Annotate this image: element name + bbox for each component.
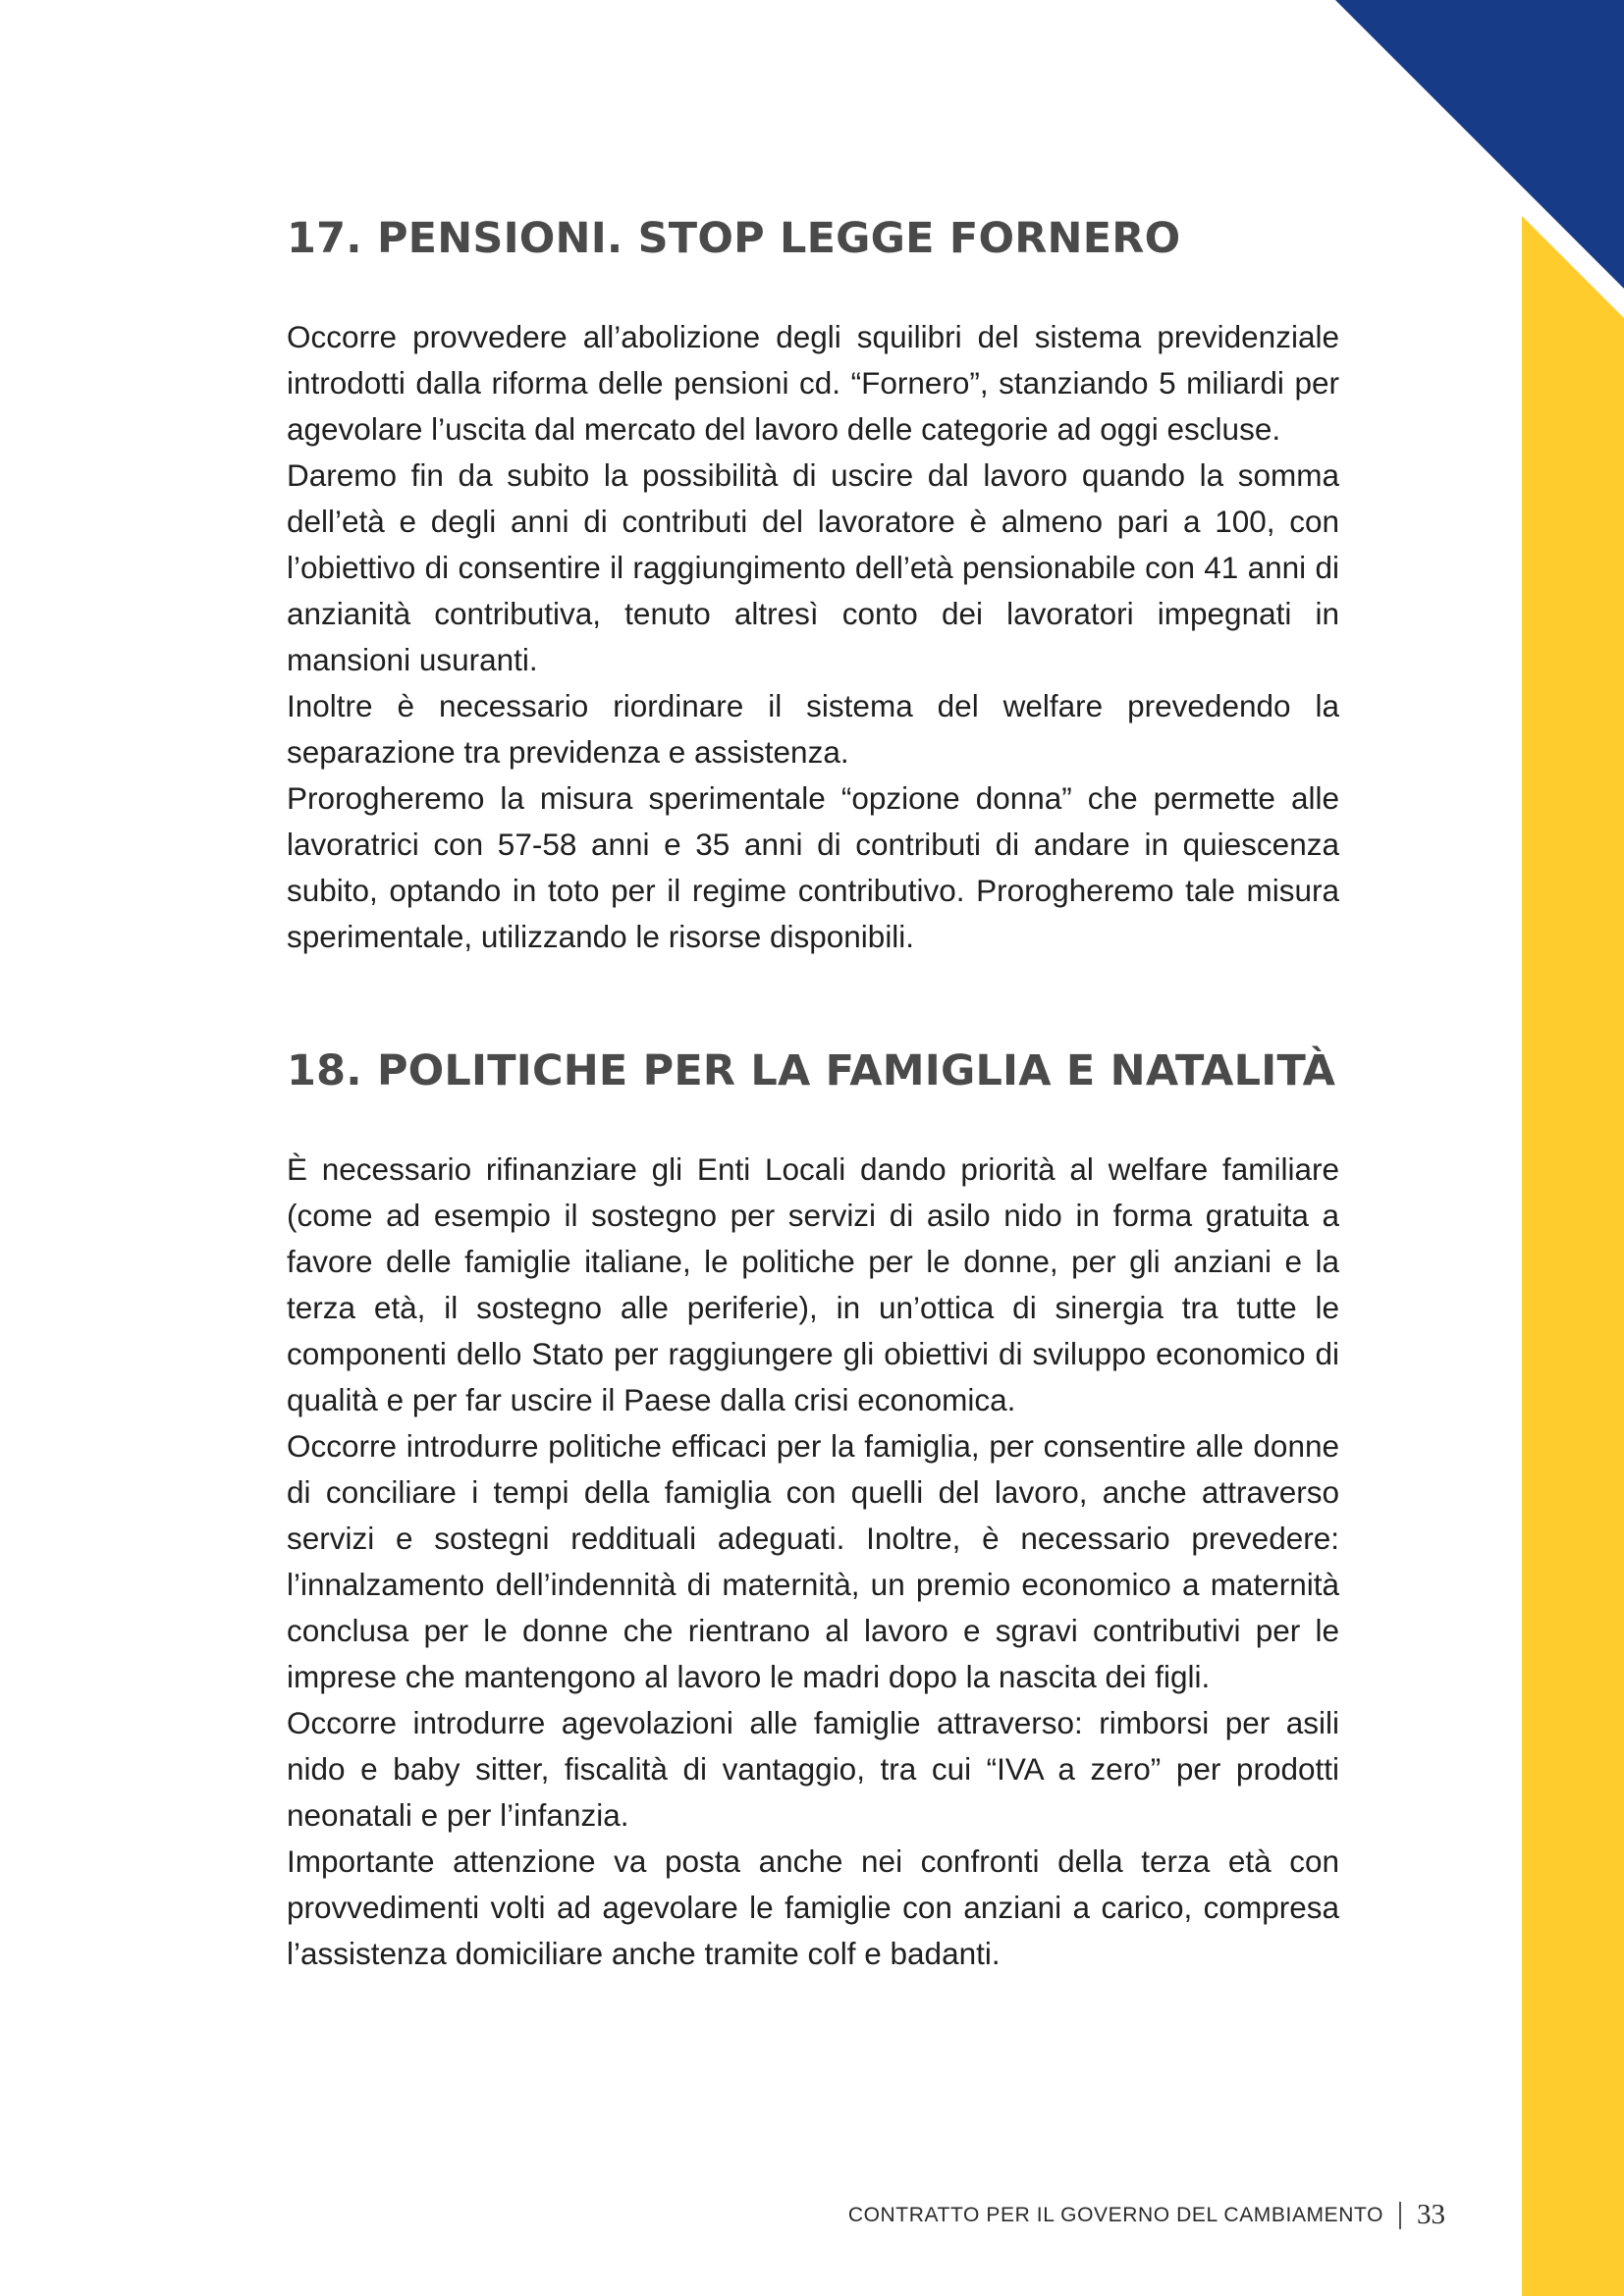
footer-divider (1399, 2202, 1401, 2229)
paragraph: Importante attenzione va posta anche nei confronti della terza età con provvedimenti volti ad agevolare le famiglie con anziani a carico, compresa l’assistenza domiciliare anche tramite colf e badanti. (287, 1843, 1339, 1971)
paragraph: Daremo fin da subito la possibilità di uscire dal lavoro quando la somma dell’età e degli anni di contributi del lavoratore è almeno pari a 100, con l’obiettivo di consentire il raggiungimento dell’età pensionabile con 41 anni di anzianità contributiva, tenuto altresì conto dei lavoratori impegnati in mansioni usuranti. (287, 457, 1339, 677)
paragraph: Occorre introdurre agevolazioni alle famiglie attraverso: rimborsi per asili nido e baby sitter, fiscalità di vantaggio, tra cui “IVA a zero” per prodotti neonatali e per l’infanzia. (287, 1705, 1339, 1833)
section-pensioni (287, 212, 1339, 960)
section-title: 18. POLITICHE PER LA FAMIGLIA E NATALITÀ (287, 1046, 1336, 1095)
yellow-side-band (1522, 216, 1624, 2296)
page-number: 33 (1417, 2199, 1445, 2230)
section-famiglia-natalita (287, 1044, 1339, 1977)
blue-corner-triangle (1335, 0, 1624, 289)
document-body (287, 212, 1339, 1977)
paragraph: Occorre introdurre politiche efficaci per la famiglia, per consentire alle donne di conciliare i tempi della famiglia con quelli del lavoro, anche attraverso servizi e sostegni reddituali adeguati. Inoltre, è necessario prevedere: l’innalzamento dell’indennità di maternità, un premio economico a maternità conclusa per le donne che rientrano al lavoro e sgravi contributivi per le imprese che mantengono al lavoro le madri dopo la nascita dei figli. (287, 1428, 1339, 1694)
page-footer (848, 2199, 1445, 2231)
footer-document-title: CONTRATTO PER IL GOVERNO DEL CAMBIAMENTO (847, 2203, 1383, 2226)
paragraph: Inoltre è necessario riordinare il sistema del welfare prevedendo la separazione tra previdenza e assistenza. (287, 688, 1339, 770)
paragraph: Prorogheremo la misura sperimentale “opzione donna” che permette alle lavoratrici con 57-58 anni e 35 anni di contributi di andare in quiescenza subito, optando in toto per il regime contributivo. Prorogheremo tale misura sperimentale, utilizzando le risorse disponibili. (287, 780, 1339, 954)
paragraph: È necessario rifinanziare gli Enti Locali dando priorità al welfare familiare (come ad esempio il sostegno per servizi di asilo nido in forma gratuita a favore delle famiglie italiane, le politiche per le donne, per gli anziani e la terza età, il sostegno alle periferie), in un’ottica di sinergia tra tutte le componenti dello Stato per raggiungere gli obiettivi di sviluppo economico di qualità e per far uscire il Paese dalla crisi economica. (287, 1151, 1339, 1417)
paragraph: Occorre provvedere all’abolizione degli squilibri del sistema previdenziale introdotti dalla riforma delle pensioni cd. “Fornero”, stanziando 5 miliardi per agevolare l’uscita dal mercato del lavoro delle categorie ad oggi escluse. (287, 319, 1339, 447)
section-title: 17. PENSIONI. STOP LEGGE FORNERO (287, 214, 1181, 263)
